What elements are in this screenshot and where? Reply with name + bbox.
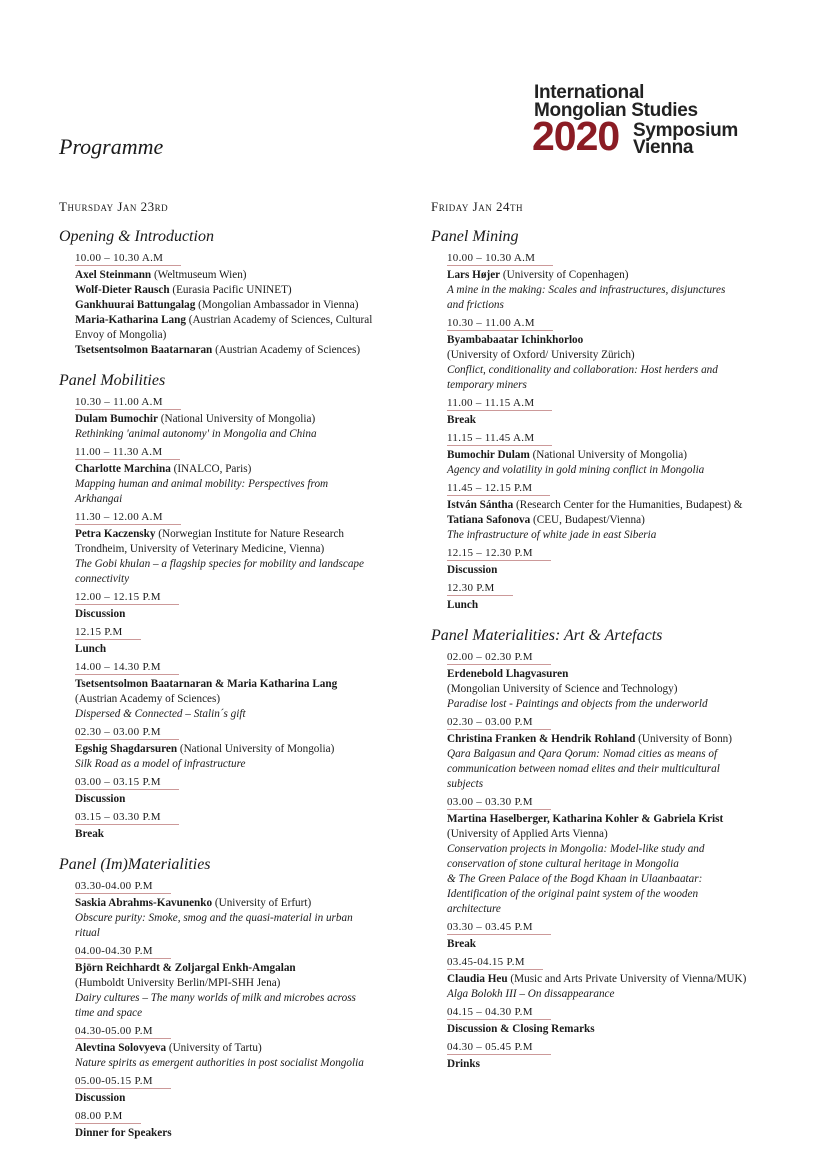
session-line (75, 527, 409, 542)
affiliation: (University of Tartu) (166, 1042, 262, 1054)
session-time: 12.30 P.M (447, 582, 513, 596)
session-line (447, 528, 791, 543)
session-item (59, 622, 409, 657)
session-line (447, 1057, 791, 1072)
session-time: 14.00 – 14.30 P.M (75, 661, 179, 675)
session-line (75, 607, 409, 622)
session-line (447, 937, 791, 952)
session-item (59, 876, 409, 941)
session-time: 12.15 – 12.30 P.M (447, 547, 551, 561)
session-line (75, 1041, 409, 1056)
speaker-name: Petra Kaczensky (75, 528, 156, 540)
speaker-name: Egshig Shagdarsuren (75, 743, 178, 755)
speaker-name: Maria-Katharina Lang (75, 314, 186, 326)
talk-title: A mine in the making: Scales and infrastructures, disjunctures (447, 284, 726, 296)
speaker-name: Björn Reichhardt & Zoljargal Enkh-Amgalan (75, 962, 296, 974)
talk-title: Silk Road as a model of infrastructure (75, 758, 246, 770)
affiliation: (National University of Mongolia) (177, 743, 335, 755)
affiliation: Envoy of Mongolia) (75, 329, 167, 341)
speaker-name: Discussion (75, 1092, 126, 1104)
session-line (447, 463, 791, 478)
speaker-name: Tsetsentsolmon Baatarnaran (75, 344, 213, 356)
session-line (447, 363, 791, 378)
session-line (447, 598, 791, 613)
session-time: 04.30 – 05.45 P.M (447, 1041, 551, 1055)
speaker-name: Lunch (75, 643, 107, 655)
session-time: 12.15 P.M (75, 626, 141, 640)
session-line (75, 792, 409, 807)
session-line (447, 857, 791, 872)
session-line (75, 343, 409, 358)
session-item (431, 313, 791, 393)
speaker-name: Erdenebold Lhagvasuren (447, 668, 569, 680)
speaker-name: Claudia Heu (447, 973, 508, 985)
session-line (447, 732, 791, 747)
session-item (59, 392, 409, 442)
session-item (59, 1106, 409, 1141)
talk-title: The Gobi khulan – a flagship species for mobility and landscape (75, 558, 364, 570)
panel-title: Panel Mining (431, 228, 519, 245)
talk-title: Obscure purity: Smoke, smog and the quasi-material in urban (75, 912, 353, 924)
affiliation: (University of Applied Arts Vienna) (447, 828, 608, 840)
affiliation: (National University of Mongolia) (529, 449, 687, 461)
session-line (447, 268, 791, 283)
session-time: 03.30 – 03.45 P.M (447, 921, 551, 935)
session-line (75, 1056, 409, 1071)
session-time: 10.00 – 10.30 A.M (75, 252, 181, 266)
affiliation: (University of Erfurt) (212, 897, 312, 909)
session-time: 04.00-04.30 P.M (75, 945, 171, 959)
session-time: 03.30-04.00 P.M (75, 880, 171, 894)
session-line (75, 1006, 409, 1021)
logo-line-mongolian-studies: Mongolian Studies (534, 100, 698, 121)
session-time: 03.00 – 03.30 P.M (447, 796, 551, 810)
session-time: 11.30 – 12.00 A.M (75, 511, 181, 525)
session-time: 12.00 – 12.15 P.M (75, 591, 179, 605)
speaker-name: Byambabaatar Ichinkhorloo (447, 334, 584, 346)
session-line (447, 812, 791, 827)
panel-title: Opening & Introduction (59, 228, 214, 245)
session-line (75, 692, 409, 707)
talk-title: Arkhangai (75, 493, 123, 505)
session-time: 03.15 – 03.30 P.M (75, 811, 179, 825)
session-line (447, 513, 791, 528)
speaker-name: Axel Steinmann (75, 269, 152, 281)
speaker-name: Discussion (75, 608, 126, 620)
session-line (75, 412, 409, 427)
speaker-name: Lunch (447, 599, 479, 611)
session-line (447, 498, 791, 513)
session-line (447, 348, 791, 363)
page-title: Programme (59, 134, 164, 159)
speaker-name: Alevtina Solovyeva (75, 1042, 167, 1054)
session-item (431, 952, 791, 1002)
session-line (447, 902, 791, 917)
session-item (59, 807, 409, 842)
affiliation: (Austrian Academy of Sciences) (212, 344, 361, 356)
speaker-name: Charlotte Marchina (75, 463, 171, 475)
talk-title: connectivity (75, 573, 130, 585)
session-item (431, 917, 791, 952)
session-time: 11.00 – 11.15 A.M (447, 397, 552, 411)
talk-title: Mapping human and animal mobility: Perspectives from (75, 478, 329, 490)
affiliation: (Austrian Academy of Sciences, Cultural (185, 314, 373, 326)
speaker-name: Gankhuurai Battungalag (75, 299, 196, 311)
session-line (447, 667, 791, 682)
session-time: 02.30 – 03.00 P.M (447, 716, 551, 730)
session-line (75, 742, 409, 757)
speaker-name: Saskia Abrahms-Kavunenko (75, 897, 213, 909)
session-line (75, 313, 409, 328)
session-item (431, 1037, 791, 1072)
talk-title: Qara Balgasun and Qara Qorum: Nomad cities as means of (447, 748, 718, 760)
session-line (75, 298, 409, 313)
session-item (59, 941, 409, 1021)
affiliation: Trondheim, University of Veterinary Medicine, Vienna) (75, 543, 325, 555)
session-line (75, 328, 409, 343)
speaker-name: Drinks (447, 1058, 480, 1070)
session-line (447, 283, 791, 298)
speaker-name: Break (75, 828, 105, 840)
affiliation: (University of Copenhagen) (500, 269, 629, 281)
session-time: 03.45-04.15 P.M (447, 956, 543, 970)
talk-title: conservation of stone cultural heritage in Mongolia (447, 858, 679, 870)
panel-title: Panel Mobilities (59, 372, 166, 389)
speaker-name: Dulam Bumochir (75, 413, 158, 425)
session-item (431, 478, 791, 543)
session-line (447, 413, 791, 428)
affiliation: (University of Oxford/ University Zürich) (447, 349, 635, 361)
affiliation: (Austrian Academy of Sciences) (75, 693, 221, 705)
affiliation: (Norwegian Institute for Nature Research (155, 528, 345, 540)
talk-title: and frictions (447, 299, 504, 311)
talk-title: architecture (447, 903, 501, 915)
session-line (75, 961, 409, 976)
talk-title: Alga Bolokh III – On dissappearance (447, 988, 615, 1000)
session-item (59, 1021, 409, 1071)
session-time: 08.00 P.M (75, 1110, 141, 1124)
talk-title: subjects (447, 778, 484, 790)
session-item (59, 442, 409, 507)
panel (59, 856, 409, 1141)
session-line (447, 697, 791, 712)
talk-title: Agency and volatility in gold mining conflict in Mongolia (447, 464, 705, 476)
session-line (447, 747, 791, 762)
speaker-name: Dinner for Speakers (75, 1127, 172, 1139)
panel (431, 627, 791, 1072)
session-line (75, 557, 409, 572)
talk-title: The infrastructure of white jade in east Siberia (447, 529, 657, 541)
talk-title: Conflict, conditionality and collaboration: Host herders and (447, 364, 718, 376)
talk-title: communication between nomad elites and their multicultural (447, 763, 720, 775)
session-item (431, 792, 791, 917)
session-line (447, 682, 791, 697)
session-line (75, 542, 409, 557)
speaker-name: Discussion (75, 793, 126, 805)
talk-title: Nature spirits as emergent authorities in post socialist Mongolia (75, 1057, 364, 1069)
speaker-name: Bumochir Dulam (447, 449, 530, 461)
talk-title: Identification of the original paint system of the wooden (447, 888, 699, 900)
affiliation: (Weltmuseum Wien) (151, 269, 247, 281)
session-line (447, 887, 791, 902)
talk-title: time and space (75, 1007, 143, 1019)
speaker-name: Christina Franken & Hendrik Rohland (447, 733, 636, 745)
session-item (59, 772, 409, 807)
logo-line-vienna: Vienna (633, 137, 694, 158)
session-line (447, 872, 791, 887)
speaker-name: Break (447, 414, 477, 426)
talk-title: temporary miners (447, 379, 527, 391)
session-item (59, 248, 409, 358)
panel (431, 228, 791, 613)
session-item (59, 1071, 409, 1106)
session-time: 10.30 – 11.00 A.M (447, 317, 553, 331)
session-line (75, 827, 409, 842)
session-item (59, 507, 409, 587)
speaker-name: Lars Højer (447, 269, 501, 281)
talk-title: Dairy cultures – The many worlds of milk and microbes across (75, 992, 356, 1004)
day-heading: Friday Jan 24th (431, 199, 523, 214)
session-line (75, 492, 409, 507)
affiliation: (Humboldt University Berlin/MPI-SHH Jena) (75, 977, 281, 989)
session-line (75, 283, 409, 298)
session-item (431, 543, 791, 578)
affiliation: (Mongolian University of Science and Technology) (447, 683, 678, 695)
session-line (75, 911, 409, 926)
affiliation: (Research Center for the Humanities, Budapest) & (513, 499, 743, 511)
affiliation: (Music and Arts Private University of Vienna/MUK) (507, 973, 747, 985)
panel-title: Panel Materialities: Art & Artefacts (431, 627, 663, 644)
session-time: 02.30 – 03.00 P.M (75, 726, 179, 740)
session-line (75, 477, 409, 492)
friday-column (431, 199, 791, 1086)
session-line (75, 991, 409, 1006)
session-line (75, 462, 409, 477)
panel (59, 372, 409, 842)
session-time: 10.00 – 10.30 A.M (447, 252, 553, 266)
speaker-name: Martina Haselberger, Katharina Kohler & Gabriela Krist (447, 813, 724, 825)
session-line (447, 448, 791, 463)
session-line (447, 972, 791, 987)
session-item (431, 1002, 791, 1037)
speaker-name: Discussion (447, 564, 498, 576)
session-line (75, 757, 409, 772)
panel-title: Panel (Im)Materialities (59, 856, 211, 873)
session-line (447, 827, 791, 842)
session-time: 11.15 – 11.45 A.M (447, 432, 552, 446)
session-line (447, 842, 791, 857)
session-item (431, 428, 791, 478)
session-line (447, 563, 791, 578)
affiliation: (CEU, Budapest/Vienna) (530, 514, 645, 526)
session-time: 11.00 – 11.30 A.M (75, 446, 180, 460)
session-line (75, 976, 409, 991)
talk-title: & The Green Palace of the Bogd Khaan in Ulaanbaatar: (447, 873, 703, 885)
affiliation: (University of Bonn) (635, 733, 732, 745)
session-item (59, 587, 409, 622)
session-line (75, 427, 409, 442)
session-line (447, 298, 791, 313)
session-time: 11.45 – 12.15 P.M (447, 482, 550, 496)
session-item (59, 657, 409, 722)
session-line (75, 1126, 409, 1141)
logo-line-symposium: Symposium (633, 120, 738, 141)
session-item (431, 248, 791, 313)
session-line (75, 572, 409, 587)
session-line (75, 642, 409, 657)
logo-line-international: International (534, 82, 645, 103)
session-line (75, 268, 409, 283)
affiliation: (Eurasia Pacific UNINET) (169, 284, 292, 296)
session-line (447, 762, 791, 777)
session-line (75, 896, 409, 911)
talk-title: Paradise lost - Paintings and objects from the underworld (447, 698, 708, 710)
session-line (75, 1091, 409, 1106)
day-heading: Thursday Jan 23rd (59, 199, 169, 214)
session-time: 04.15 – 04.30 P.M (447, 1006, 551, 1020)
session-time: 02.00 – 02.30 P.M (447, 651, 551, 665)
speaker-name: Wolf-Dieter Rausch (75, 284, 170, 296)
session-line (75, 677, 409, 692)
speaker-name: Discussion & Closing Remarks (447, 1023, 595, 1035)
speaker-name: Tatiana Safonova (447, 514, 531, 526)
session-line (75, 926, 409, 941)
session-item (431, 712, 791, 792)
session-time: 10.30 – 11.00 A.M (75, 396, 181, 410)
affiliation: (INALCO, Paris) (170, 463, 252, 475)
talk-title: Conservation projects in Mongolia: Model-like study and (447, 843, 705, 855)
talk-title: Dispersed & Connected – Stalin´s gift (75, 708, 246, 720)
panel (59, 228, 409, 358)
thursday-column (59, 199, 409, 1155)
talk-title: Rethinking 'animal autonomy' in Mongolia and China (75, 428, 317, 440)
session-time: 03.00 – 03.15 P.M (75, 776, 179, 790)
speaker-name: Break (447, 938, 477, 950)
speaker-name: István Sántha (447, 499, 514, 511)
talk-title: ritual (75, 927, 100, 939)
session-line (75, 707, 409, 722)
session-item (431, 647, 791, 712)
session-line (447, 333, 791, 348)
affiliation: (National University of Mongolia) (157, 413, 316, 425)
session-line (447, 1022, 791, 1037)
session-time: 04.30-05.00 P.M (75, 1025, 171, 1039)
logo-year: 2020 (532, 113, 620, 159)
session-item (431, 393, 791, 428)
affiliation: (Mongolian Ambassador in Vienna) (195, 299, 359, 311)
session-line (447, 378, 791, 393)
session-line (447, 987, 791, 1002)
speaker-name: Tsetsentsolmon Baatarnaran & Maria Katharina Lang (75, 678, 338, 690)
session-item (431, 578, 791, 613)
session-item (59, 722, 409, 772)
session-time: 05.00-05.15 P.M (75, 1075, 171, 1089)
session-line (447, 777, 791, 792)
